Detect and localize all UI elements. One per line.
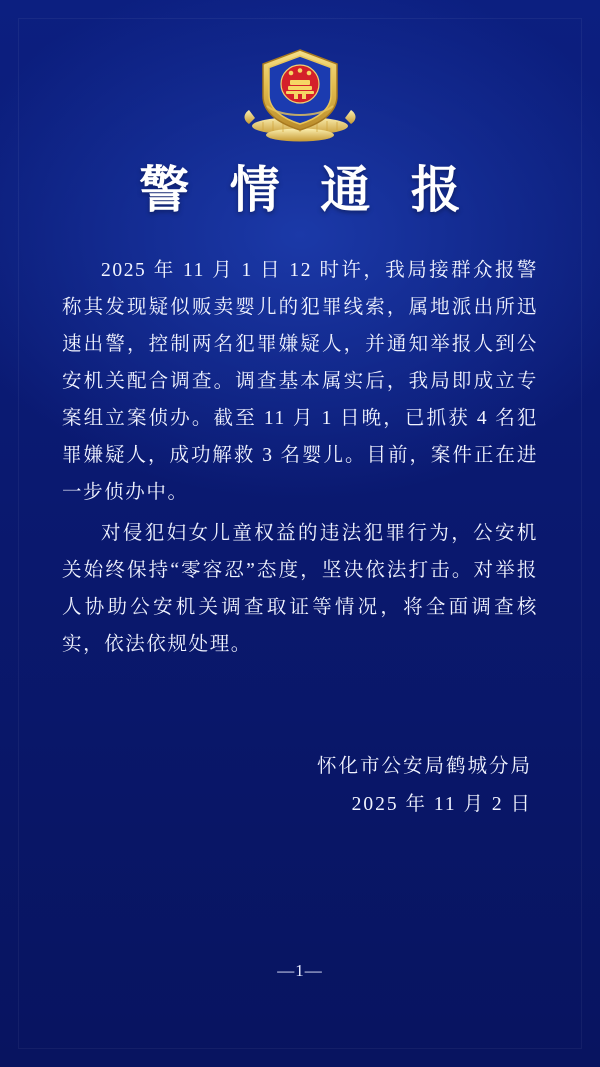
signature-block bbox=[62, 748, 538, 824]
emblem-container bbox=[0, 40, 600, 150]
page-title: 警 情 通 报 bbox=[139, 162, 475, 218]
issuing-authority: 怀化市公安局鹤城分局 bbox=[316, 756, 532, 777]
issue-date: 2025 年 11 月 2 日 bbox=[351, 794, 532, 815]
paragraph-1: 2025 年 11 月 1 日 12 时许，我局接群众报警称其发现疑似贩卖婴儿的犯罪线索，属地派出所迅速出警，控制两名犯罪嫌疑人，并通知举报人到公安机关配合调查。调查基本属实后，我局即成立专案组立案侦办。截至 11 月 1 日晚，已抓获 4 名犯罪嫌疑人，成功解救 3 名婴儿。目前，案件正在进一步侦办中。 bbox=[62, 260, 538, 503]
notice-body bbox=[62, 252, 538, 667]
china-police-emblem-icon bbox=[241, 40, 359, 150]
page-number: —1— bbox=[277, 961, 323, 980]
paragraph-2: 对侵犯妇女儿童权益的违法犯罪行为，公安机关始终保持“零容忍”态度，坚决依法打击。对举报人协助公安机关调查取证等情况，将全面调查核实，依法依规处理。 bbox=[62, 523, 538, 655]
